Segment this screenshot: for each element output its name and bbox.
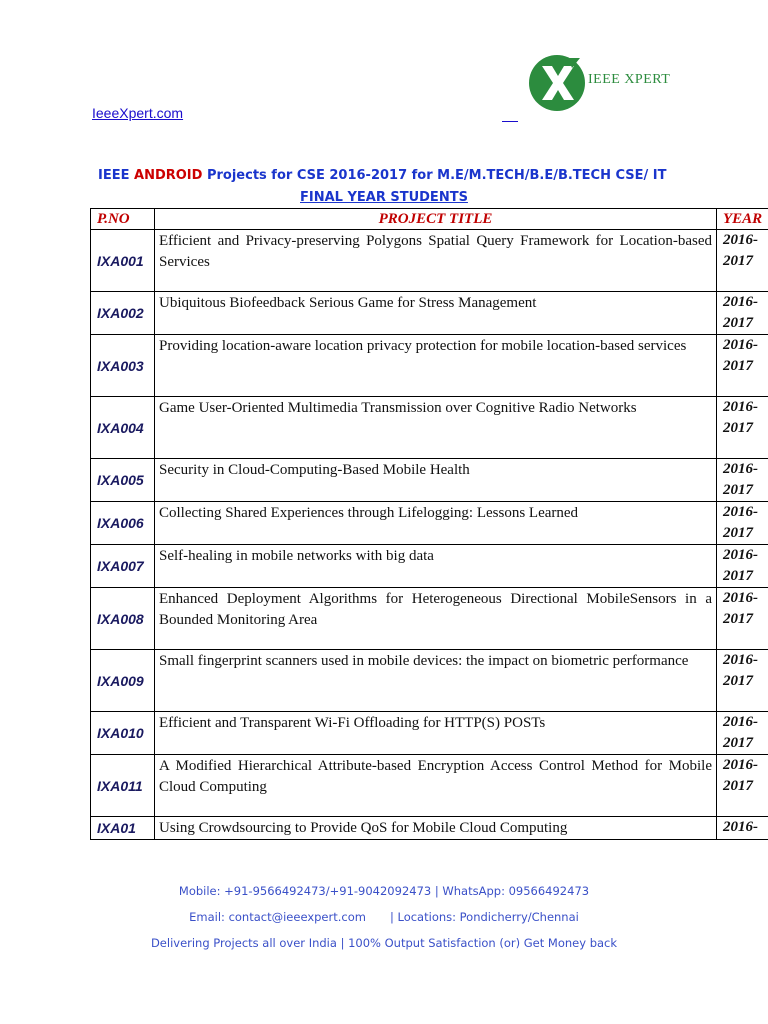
pno-cell: IXA010 [91, 712, 155, 755]
title-cell: Providing location-aware location privacy protection for mobile location-based services [155, 335, 717, 397]
title-cell: Enhanced Deployment Algorithms for Heterogeneous Directional MobileSensors in a Bounded Monitoring Area [155, 588, 717, 650]
year-cell: 2016-2017 [717, 588, 768, 650]
title-cell: Using Crowdsourcing to Provide QoS for Mobile Cloud Computing [155, 817, 717, 840]
footer-email: Email: contact@ieeexpert.com [189, 910, 366, 924]
year-cell: 2016-2017 [717, 292, 768, 335]
x-logo-icon [528, 54, 588, 112]
pno-cell: IXA002 [91, 292, 155, 335]
title-cell: Game User-Oriented Multimedia Transmission over Cognitive Radio Networks [155, 397, 717, 459]
pno-cell: IXA006 [91, 502, 155, 545]
table-row [91, 292, 768, 335]
empty-link[interactable] [502, 105, 518, 122]
pno-cell: IXA004 [91, 397, 155, 459]
year-cell: 2016-2017 [717, 230, 768, 292]
column-header-title: PROJECT TITLE [155, 209, 717, 230]
table-row [91, 650, 768, 712]
year-cell: 2016-2017 [717, 397, 768, 459]
page-title-line2: FINAL YEAR STUDENTS [300, 190, 468, 205]
pno-cell: IXA007 [91, 545, 155, 588]
table-row [91, 712, 768, 755]
title-cell: A Modified Hierarchical Attribute-based Encryption Access Control Method for Mobile Cloud Computing [155, 755, 717, 817]
year-cell: 2016-2017 [717, 335, 768, 397]
pno-cell: IXA008 [91, 588, 155, 650]
title-cell: Self-healing in mobile networks with big data [155, 545, 717, 588]
year-cell: 2016- [717, 817, 768, 840]
footer-email-locations [0, 910, 768, 924]
title-cell: Small fingerprint scanners used in mobile devices: the impact on biometric performance [155, 650, 717, 712]
footer-tagline: Delivering Projects all over India | 100% Output Satisfaction (or) Get Money back [150, 936, 618, 950]
title-cell: Ubiquitous Biofeedback Serious Game for Stress Management [155, 292, 717, 335]
title-cell: Efficient and Transparent Wi-Fi Offloading for HTTP(S) POSTs [155, 712, 717, 755]
pno-cell: IXA001 [91, 230, 155, 292]
title-cell: Collecting Shared Experiences through Lifelogging: Lessons Learned [155, 502, 717, 545]
year-cell: 2016-2017 [717, 650, 768, 712]
year-cell: 2016-2017 [717, 545, 768, 588]
table-header-row [91, 209, 768, 230]
title-cell: Efficient and Privacy-preserving Polygons Spatial Query Framework for Location-based Services [155, 230, 717, 292]
pno-cell: IXA011 [91, 755, 155, 817]
table-row [91, 459, 768, 502]
footer-contact: Mobile: +91-9566492473/+91-9042092473 | WhatsApp: 09566492473 [178, 884, 590, 898]
table-row [91, 545, 768, 588]
page-title-line1: IEEE ANDROID Projects for CSE 2016-2017 for M.E/M.TECH/B.E/B.TECH CSE/ IT [98, 168, 667, 183]
column-header-year: YEAR [717, 209, 768, 230]
table-row [91, 230, 768, 292]
table-row [91, 397, 768, 459]
year-cell: 2016-2017 [717, 712, 768, 755]
table-row [91, 588, 768, 650]
table-row [91, 817, 768, 840]
logo-text: IEEE XPERT [588, 72, 671, 87]
table-row [91, 335, 768, 397]
pno-cell: IXA009 [91, 650, 155, 712]
projects-table [90, 208, 768, 840]
column-header-pno: P.NO [91, 209, 155, 230]
table-row [91, 502, 768, 545]
site-link[interactable]: IeeeXpert.com [92, 105, 184, 121]
table-row [91, 755, 768, 817]
footer-locations: | Locations: Pondicherry/Chennai [389, 910, 579, 924]
year-cell: 2016-2017 [717, 502, 768, 545]
pno-cell: IXA01 [91, 817, 155, 840]
pno-cell: IXA005 [91, 459, 155, 502]
pno-cell: IXA003 [91, 335, 155, 397]
year-cell: 2016-2017 [717, 755, 768, 817]
title-cell: Security in Cloud-Computing-Based Mobile Health [155, 459, 717, 502]
year-cell: 2016-2017 [717, 459, 768, 502]
